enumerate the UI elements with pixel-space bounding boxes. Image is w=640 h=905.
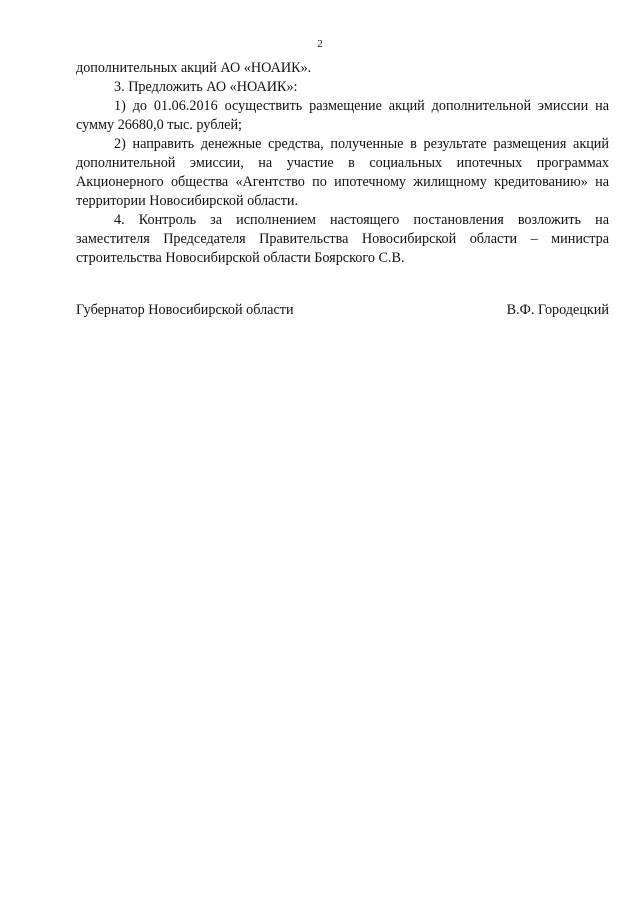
paragraph-item-3: 3. Предложить АО «НОАИК»: — [114, 79, 298, 95]
signatory-name: В.Ф. Городецкий — [506, 302, 609, 318]
page-number: 2 — [317, 38, 323, 50]
paragraph-subitem-1: 1) до 01.06.2016 осуществить размещение акций дополнительной эмиссии на сумму 26680,0 тыс. рублей; — [76, 98, 609, 133]
paragraph-item-4: 4. Контроль за исполнением настоящего постановления возложить на заместителя Председателя Правительства Новосибирской области – министра строительства Новосибирской области Боярского С.В. — [76, 212, 609, 266]
signatory-position: Губернатор Новосибирской области — [76, 302, 294, 318]
signature-block — [76, 301, 609, 320]
paragraph-continuation: дополнительных акций АО «НОАИК». — [76, 60, 312, 76]
document-body — [76, 59, 609, 268]
paragraph-subitem-2: 2) направить денежные средства, полученные в результате размещения акций дополнительной эмиссии, на участие в социальных ипотечных программах Акционерного общества «Агентство по ипотечному жилищному кредитованию» на территории Новосибирской области. — [76, 136, 609, 209]
